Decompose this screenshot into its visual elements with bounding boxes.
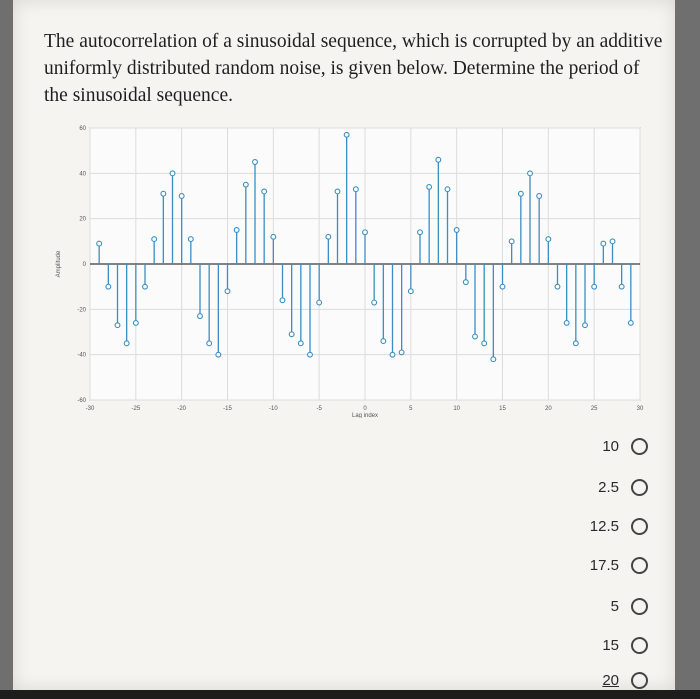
stem-marker (133, 321, 138, 326)
stem-marker (152, 237, 157, 242)
stem-marker (500, 284, 505, 289)
y-tick-label: 40 (79, 171, 86, 178)
radio-button[interactable] (631, 637, 648, 654)
stem-marker (546, 237, 551, 242)
stem-marker (436, 157, 441, 162)
y-axis-label: Amplitude (56, 250, 62, 278)
stem-marker (198, 314, 203, 319)
stem-marker (363, 230, 368, 235)
option-2-5[interactable] (598, 479, 648, 496)
option-label: 12.5 (589, 518, 619, 535)
x-tick-label: -30 (85, 406, 95, 412)
option-label: 5 (610, 598, 619, 615)
option-20[interactable] (602, 672, 648, 689)
y-tick-label: 0 (82, 262, 86, 268)
stem-marker (170, 171, 175, 176)
stem-marker (280, 298, 285, 303)
option-10[interactable] (602, 438, 648, 455)
stem-marker (555, 284, 560, 289)
x-tick-label: 15 (499, 406, 506, 412)
stem-marker (482, 341, 487, 346)
x-axis-label: Lag index (351, 413, 379, 418)
x-tick-label: 30 (636, 406, 644, 412)
stem-marker (463, 280, 468, 285)
stem-marker (289, 332, 294, 337)
y-tick-label: 20 (79, 216, 86, 223)
x-tick-label: -5 (316, 406, 322, 412)
stem-marker (418, 230, 423, 235)
option-label: 20 (602, 672, 619, 689)
stem-marker (271, 234, 276, 239)
stem-marker (583, 323, 588, 328)
radio-button[interactable] (631, 598, 648, 615)
stem-marker (454, 228, 459, 233)
question-text: The autocorrelation of a sinusoidal sequence, which is corrupted by an additive uniformly distributed random noise, is given below. Determine the period of the sinusoidal sequence. (44, 31, 663, 106)
y-tick-label: -40 (77, 352, 86, 359)
option-15[interactable] (602, 637, 648, 654)
stem-marker (344, 132, 349, 137)
stem-marker (528, 171, 533, 176)
bottom-bar (0, 690, 700, 699)
x-tick-label: 5 (409, 406, 413, 412)
option-label: 10 (602, 438, 619, 455)
radio-button[interactable] (631, 672, 648, 689)
y-tick-label: 60 (79, 126, 86, 132)
stem-marker (381, 339, 386, 344)
x-tick-label: 25 (590, 406, 598, 412)
radio-button[interactable] (631, 438, 648, 455)
stem-marker (372, 300, 377, 305)
option-label: 15 (602, 637, 619, 654)
stem-marker (225, 289, 230, 294)
stem-marker (298, 341, 303, 346)
stem-marker (308, 352, 313, 357)
stem-marker (115, 323, 120, 328)
stem-marker (234, 228, 239, 233)
stem-marker (601, 241, 606, 246)
stem-marker (564, 321, 569, 326)
stem-marker (124, 341, 129, 346)
stem-marker (399, 350, 404, 355)
x-tick-label: -15 (223, 406, 232, 412)
stem-marker (628, 321, 633, 326)
option-label: 17.5 (589, 557, 619, 574)
stem-marker (573, 341, 578, 346)
option-5[interactable] (611, 598, 648, 615)
stem-marker (207, 341, 212, 346)
stem-marker (592, 284, 597, 289)
stem-marker (179, 194, 184, 199)
stem-marker (335, 189, 340, 194)
stem-marker (491, 357, 496, 362)
stem-marker (537, 194, 542, 199)
stem-marker (253, 160, 258, 165)
x-tick-label: -20 (177, 406, 187, 412)
stem-marker (188, 237, 193, 242)
x-tick-label: -25 (131, 406, 141, 412)
stem-marker (326, 234, 331, 239)
stem-marker (317, 300, 322, 305)
stem-marker (427, 185, 432, 190)
radio-button[interactable] (631, 479, 648, 496)
radio-button[interactable] (631, 557, 648, 574)
stem-marker (161, 191, 166, 196)
x-tick-label: -10 (268, 406, 278, 412)
option-12-5[interactable] (590, 518, 648, 535)
stem-marker (473, 334, 478, 339)
stem-marker (216, 352, 221, 357)
option-17-5[interactable] (590, 557, 648, 574)
y-tick-label: -60 (77, 398, 86, 404)
x-tick-label: 0 (363, 406, 367, 412)
stem-marker (610, 239, 615, 244)
plot-svg (50, 118, 655, 418)
stem-marker (445, 187, 450, 192)
stem-marker (509, 239, 514, 244)
x-tick-label: 10 (453, 406, 461, 412)
y-tick-label: -20 (77, 307, 86, 314)
option-label: 2.5 (598, 479, 619, 496)
stem-marker (243, 182, 248, 187)
stem-marker (408, 289, 413, 294)
stem-marker (143, 284, 148, 289)
stem-marker (97, 241, 102, 246)
stem-marker (619, 284, 624, 289)
stem-marker (518, 191, 523, 196)
stem-marker (353, 187, 358, 192)
stem-marker (390, 352, 395, 357)
radio-button[interactable] (631, 518, 648, 535)
x-tick-label: 20 (544, 406, 552, 412)
stem-marker (262, 189, 267, 194)
stem-marker (106, 284, 111, 289)
autocorrelation-plot (50, 118, 655, 418)
